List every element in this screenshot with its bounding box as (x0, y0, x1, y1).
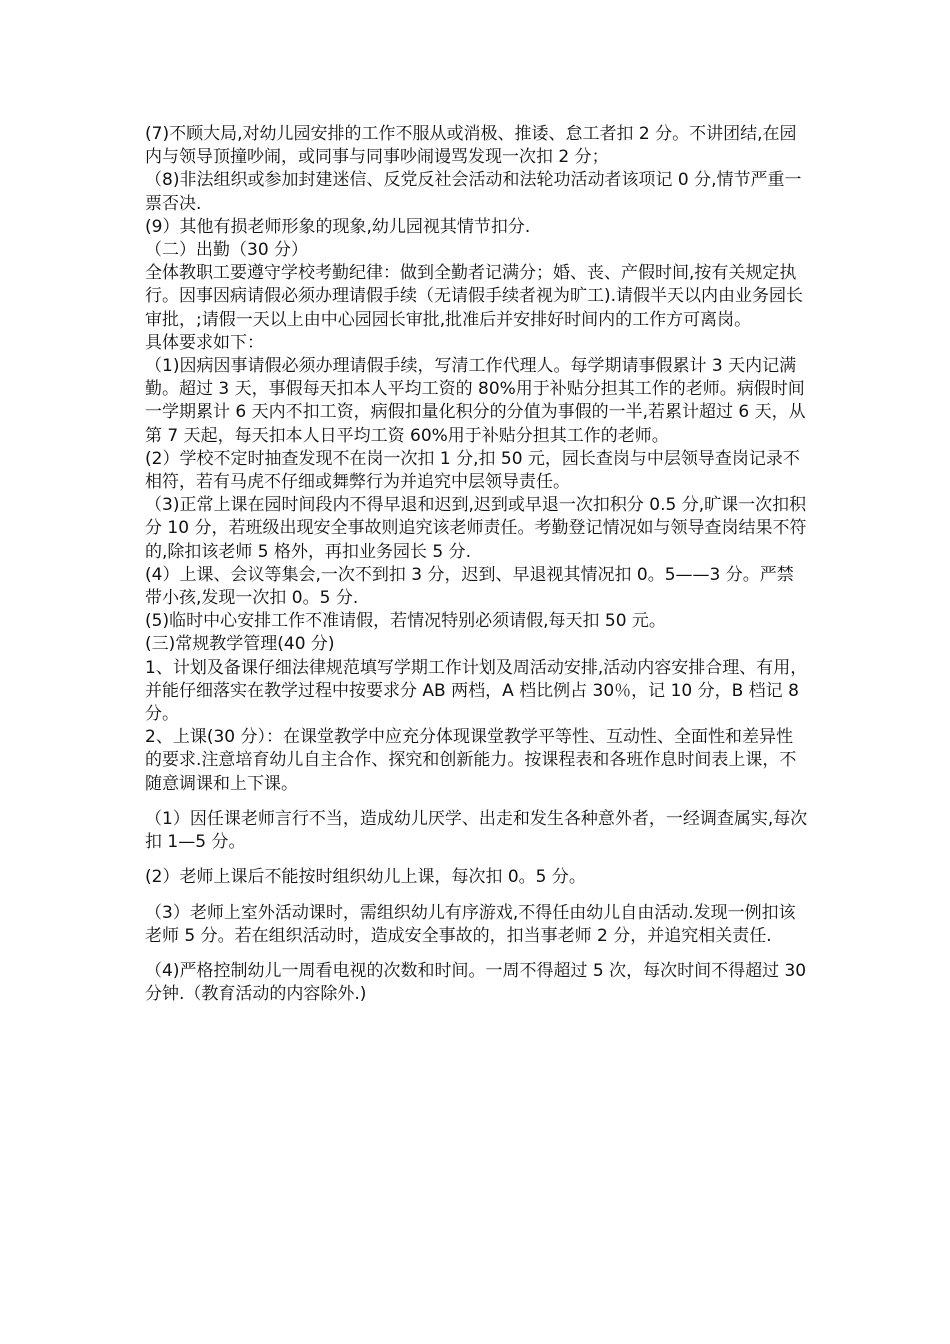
attendance-rule-2: (2）学校不定时抽查发现不在岗一次扣 1 分,扣 50 元，园长查岗与中层领导查岗记录不相符，若有马虎不仔细或舞弊行为并追究中层领导责任。 (145, 448, 800, 493)
attendance-intro: 全体教职工要遵守学校考勤纪律：做到全勤者记满分；婚、丧、产假时间,按有关规定执行。因事因病请假必须办理请假手续（无请假手续者视为旷工).请假半天以内由业务园长审批，;请假一天以上由中心园园长审批,批准后并安排好时间内的工作方可离岗。 (145, 263, 804, 330)
class-rule-4: （4)严格控制幼儿一周看电视的次数和时间。一周不得超过 5 次，每次时间不得超过 30 分钟.（教育活动的内容除外.) (145, 960, 807, 1005)
attendance-rule-4: (4）上课、会议等集会,一次不到扣 3 分，迟到、早退视其情况扣 0。5——3 分。严禁带小孩,发现一次扣 0。5 分. (145, 564, 794, 609)
requirements-heading: 具体要求如下： (145, 332, 264, 353)
attendance-rule-5: (5)临时中心安排工作不准请假，若情况特别必须请假,每天扣 50 元。 (145, 611, 666, 632)
class-rule-2: (2）老师上课后不能按时组织幼儿上课，每次扣 0。5 分。 (145, 867, 586, 888)
teaching-rule-class: 2、上课(30 分）：在课堂教学中应充分体现课堂教学平等性、互动性、全面性和差异性的要求.注意培育幼儿自主合作、探究和创新能力。按课程表和各班作息时间表上课，不随意调课和上下课。 (145, 727, 797, 794)
section-heading-attendance: （二）出勤（30 分） (145, 240, 309, 261)
teaching-rule-plan: 1、计划及备课仔细法律规范填写学期工作计划及周活动安排,活动内容安排合理、有用，并能仔细落实在教学过程中按要求分 AB 两档，A 档比例占 30％，记 10 分，B 档记 8 分。 (145, 657, 808, 725)
section-heading-teaching: (三)常规教学管理(40 分) (145, 634, 335, 655)
attendance-rule-1: （1)因病因事请假必须办理请假手续，写清工作代理人。每学期请事假累计 3 天内记满勤。超过 3 天，事假每天扣本人平均工资的 80%用于补贴分担其工作的老师。病假时间一学期累计 6 天内不扣工资，病假扣量化积分的分值为事假的一半,若累计超过 6 天，从第 7 天起，每天扣本人日平均工资 60%用于补贴分担其工作的老师。 (145, 356, 806, 446)
attendance-rule-3: （3)正常上课在园时间段内不得早退和迟到,迟到或早退一次扣积分 0.5 分,旷课一次扣积分 10 分，若班级出现安全事故则追究该老师责任。考勤登记情况如与领导查岗结果不符的,除扣该老师 5 格外，再扣业务园长 5 分. (145, 495, 807, 562)
class-rule-1: （1）因任课老师言行不当，造成幼儿厌学、出走和发生各种意外者，一经调查属实,每次扣 1—5 分。 (145, 808, 808, 853)
document-page (145, 123, 809, 1006)
paragraph-item-8: （8)非法组织或参加封建迷信、反党反社会活动和法轮功活动者该项记 0 分,情节严重一票否决. (145, 170, 802, 214)
class-rule-3: （3）老师上室外活动课时，需组织幼儿有序游戏,不得任由幼儿自由活动.发现一例扣该老师 5 分。若在组织活动时，造成安全事故的，扣当事老师 2 分，并追究相关责任. (145, 902, 796, 946)
paragraph-item-7: (7)不顾大局,对幼儿园安排的工作不服从或消极、推诿、怠工者扣 2 分。不讲团结,在园内与领导顶撞吵闹，或同事与同事吵闹谩骂发现一次扣 2 分； (145, 124, 797, 168)
paragraph-item-9: (9）其他有损老师形象的现象,幼儿园视其情节扣分. (145, 216, 531, 237)
